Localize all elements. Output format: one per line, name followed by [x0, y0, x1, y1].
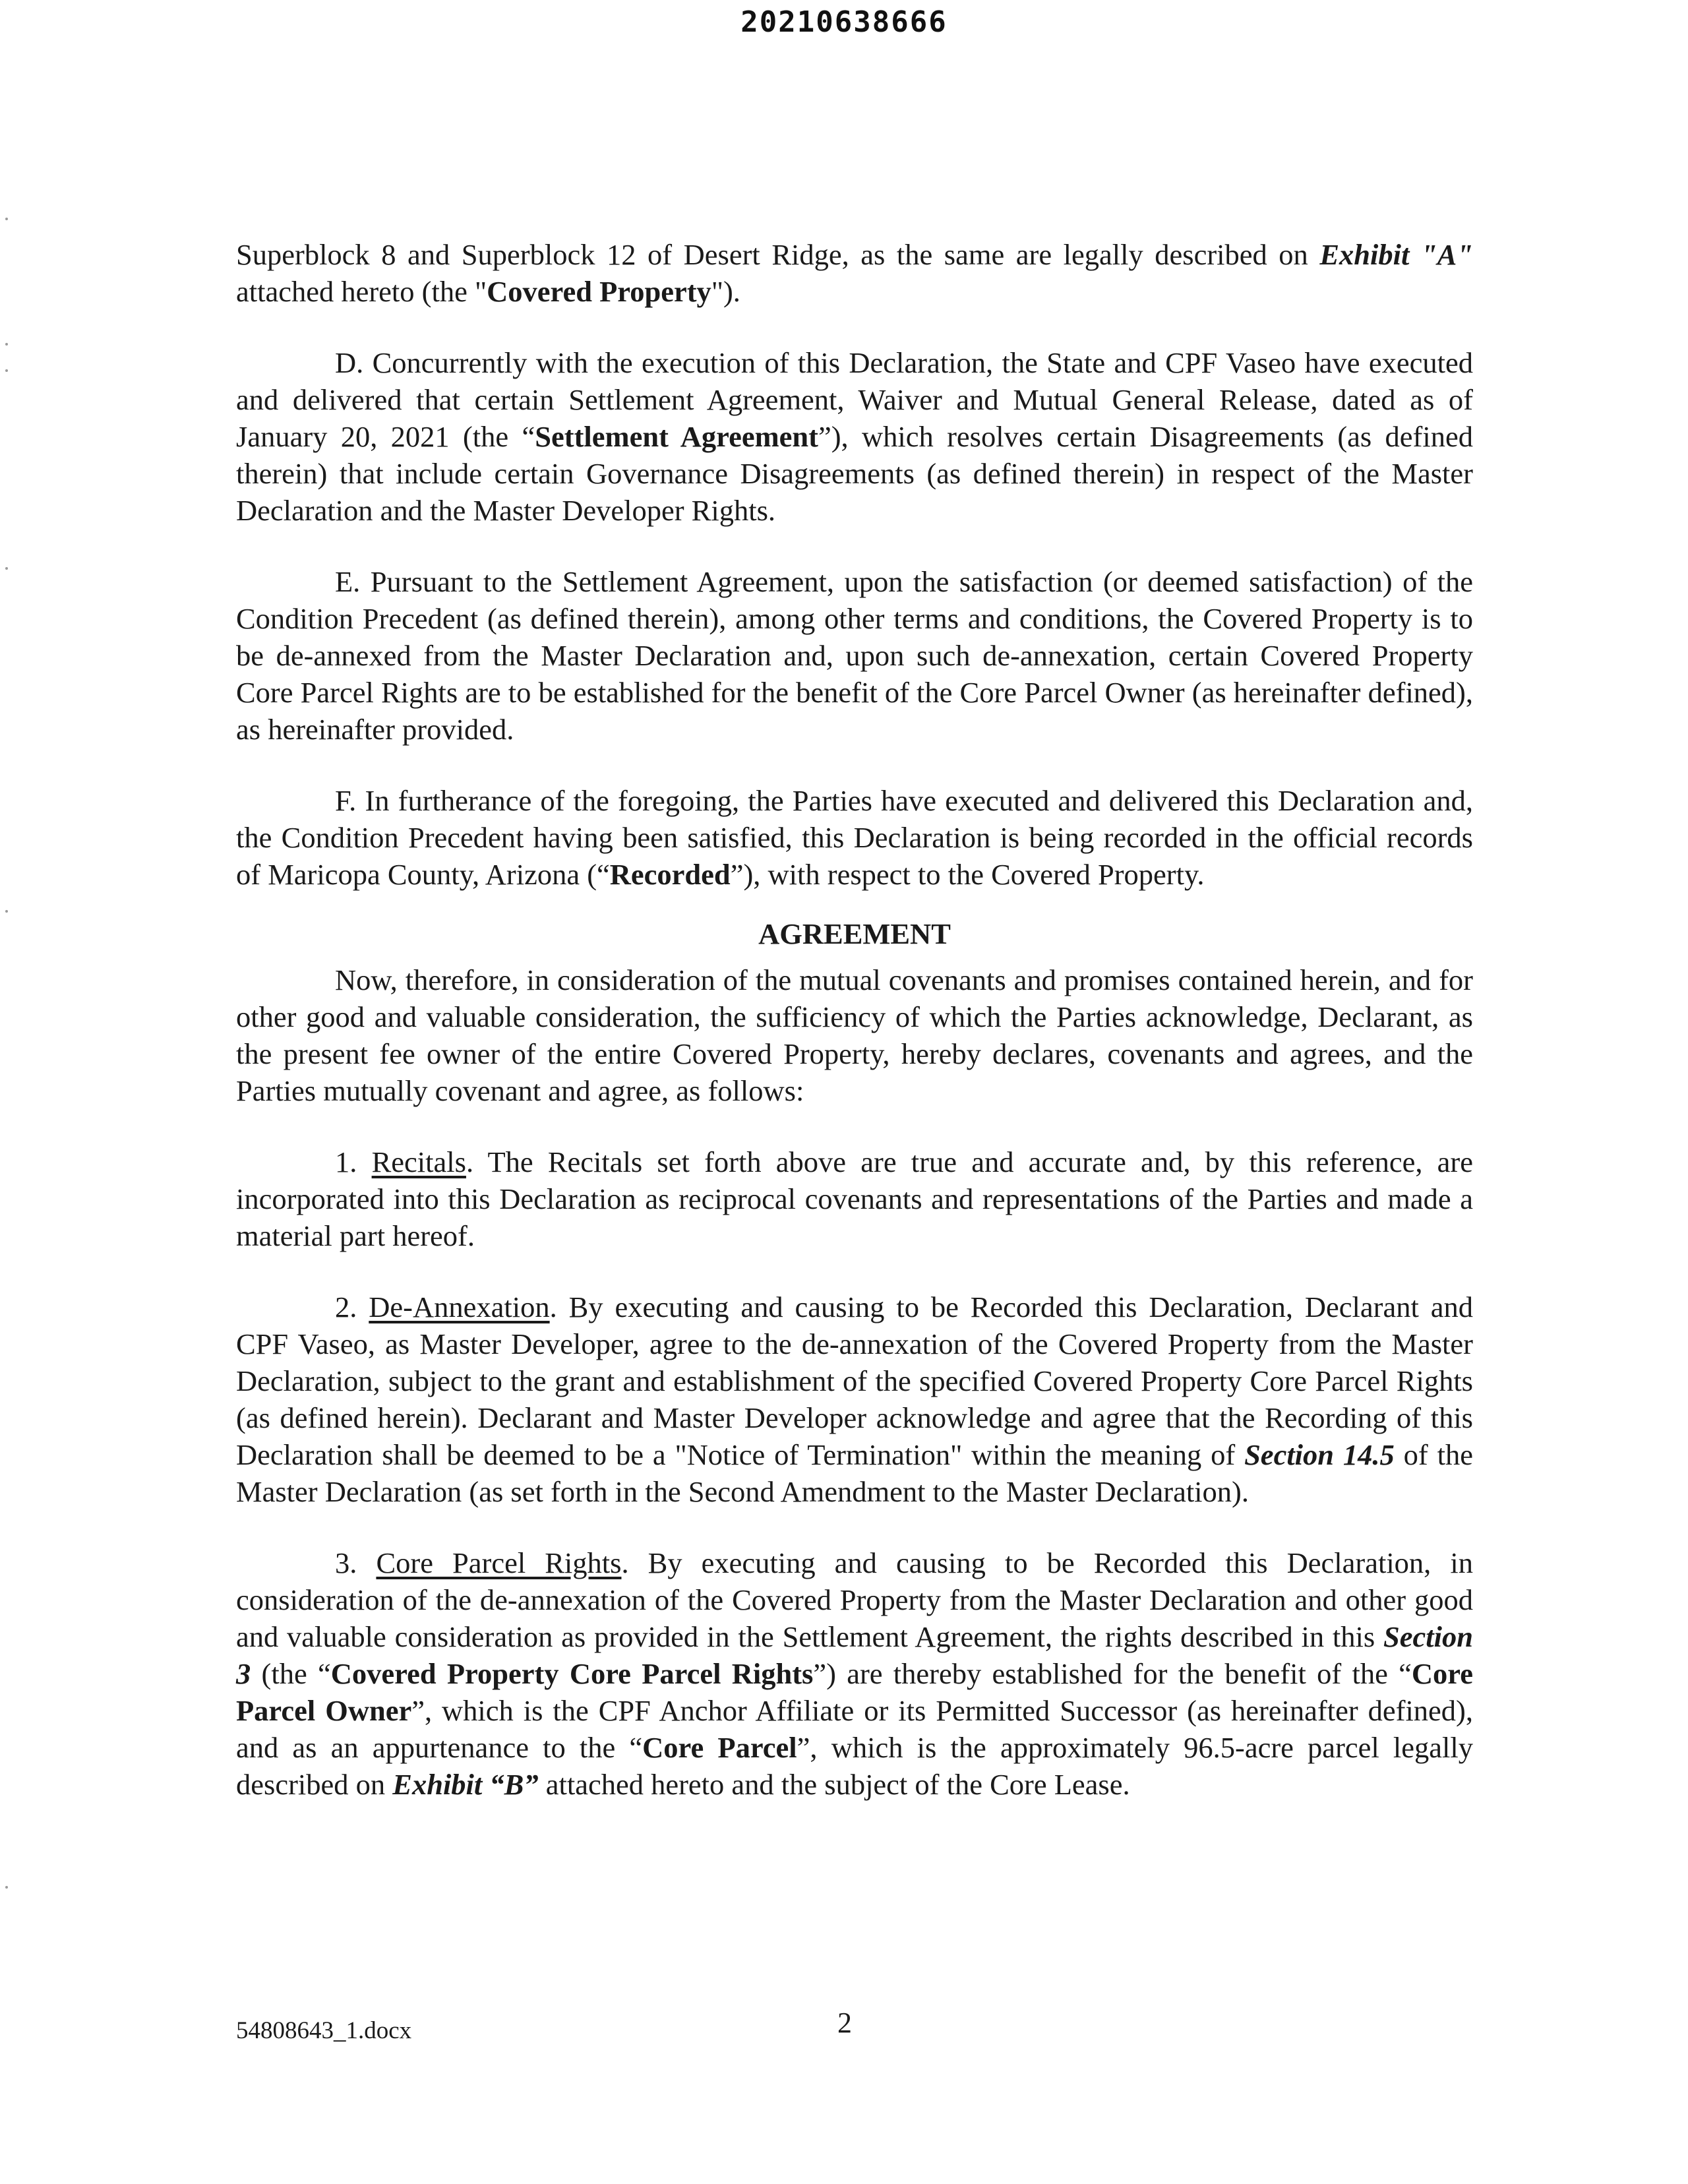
recording-number: 20210638666 — [740, 5, 948, 39]
scan-speck — [5, 369, 8, 372]
agreement-intro: Now, therefore, in consideration of the mutual covenants and promises contained herein, and for other good and valuable consideration, the sufficiency of which the Parties acknowledge, Declarant, as the present fee owner of the entire Covered Property, hereby declares, covenants and agrees, and the Parties mutually covenant and agree, as follows: — [236, 963, 1473, 1107]
exhibit-a-reference: Exhibit "A" — [1319, 238, 1473, 271]
recital-c-continuation — [236, 236, 1473, 310]
text: ”), with respect to the Covered Property. — [730, 858, 1205, 891]
scan-speck — [5, 218, 8, 220]
section-reference: Section 14.5 — [1244, 1438, 1395, 1471]
page-number: 2 — [837, 2007, 852, 2039]
recital-e — [236, 563, 1473, 748]
text: F. In furtherance of the foregoing, the Parties have executed and delivered this Declaration and, the Condition Precedent having been satisfied, this Declaration is being recorded in the official records of Maricopa County, Arizona (“ — [236, 784, 1473, 891]
defined-term: Covered Property Core Parcel Rights — [330, 1657, 814, 1690]
defined-term: Recorded — [609, 858, 731, 891]
exhibit-b-reference: Exhibit “B” — [392, 1768, 539, 1801]
recital-f — [236, 782, 1473, 893]
section-2-de-annexation — [236, 1289, 1473, 1510]
agreement-heading: AGREEMENT — [758, 917, 951, 950]
section-1-recitals — [236, 1143, 1473, 1254]
text: Superblock 8 and Superblock 12 of Desert Ridge, as the same are legally described on — [236, 238, 1320, 271]
text: . By executing and causing to be Recorded this Declaration, in consideration of the de-annexation of the Covered Property from the Master Declaration and other good and valuable consideration as provided in the Settlement Agreement, the rights described in this — [236, 1546, 1473, 1653]
text: E. Pursuant to the Settlement Agreement, upon the satisfaction (or deemed satisfaction) of the Condition Precedent (as defined therein), among other terms and conditions, the Covered Property is to be de-annexed from the Master Declaration and, upon such de-annexation, certain Covered Property Core Parcel Rights are to be established for the benefit of the Core Parcel Owner (as hereinafter defined), as hereinafter provided. — [236, 565, 1473, 746]
text: ”) are thereby established for the benefit of the “ — [813, 1657, 1412, 1690]
defined-term: Settlement Agreement — [535, 420, 818, 453]
section-number: 3. — [335, 1546, 357, 1579]
section-number: 2. — [335, 1290, 357, 1323]
scan-speck — [5, 910, 8, 913]
section-title: De-Annexation — [369, 1290, 550, 1323]
text: (the “ — [251, 1657, 331, 1690]
footer-filename: 54808643_1.docx — [236, 2017, 412, 2044]
recital-d — [236, 344, 1473, 529]
defined-term: Core Parcel Owner — [236, 1657, 1473, 1727]
scan-speck — [5, 343, 8, 346]
defined-term: Covered Property — [487, 275, 711, 308]
section-number: 1. — [335, 1145, 357, 1178]
text: attached hereto and the subject of the Core Lease. — [538, 1768, 1130, 1801]
text: ”, which is the approximately 96.5-acre parcel legally described on — [236, 1731, 1473, 1801]
scan-speck — [5, 1886, 8, 1889]
text: . By executing and causing to be Recorded this Declaration, Declarant and CPF Vaseo, as Master Developer, agree to the de-annexation of the Covered Property from the Master Declaration, subject to the grant and establishment of the specified Covered Property Core Parcel Rights (as defined herein). Declarant and Master Developer acknowledge and agree that the Recording of this Declaration shall be deemed to be a "Notice of Termination" within the meaning of — [236, 1290, 1474, 1471]
text: D. Concurrently with the execution of this Declaration, the State and CPF Vaseo have executed and delivered that certain Settlement Agreement, Waiver and Mutual General Release, dated as of January 20, 2021 (the “ — [236, 346, 1473, 453]
text: . The Recitals set forth above are true and accurate and, by this reference, are incorporated into this Declaration as reciprocal covenants and representations of the Parties and made a material part hereof. — [236, 1145, 1473, 1252]
section-reference: Section 3 — [236, 1620, 1473, 1690]
text: ”), which resolves certain Disagreements (as defined therein) that include certain Governance Disagreements (as defined therein) in respect of the Master Declaration and the Master Developer Rights. — [236, 420, 1473, 527]
text: ”, which is the CPF Anchor Affiliate or its Permitted Successor (as hereinafter defined), and as an appurtenance to the “ — [236, 1694, 1473, 1764]
section-title: Recitals — [371, 1145, 466, 1178]
defined-term: Core Parcel — [642, 1731, 797, 1764]
section-3-core-parcel-rights — [236, 1544, 1473, 1803]
text: attached hereto (the " — [236, 275, 487, 308]
section-title: Core Parcel Rights — [376, 1546, 622, 1579]
text: "). — [711, 275, 740, 308]
scan-speck — [5, 567, 8, 570]
document-body — [236, 236, 1473, 1803]
text: of the Master Declaration (as set forth in the Second Amendment to the Master Declaration). — [236, 1438, 1473, 1508]
